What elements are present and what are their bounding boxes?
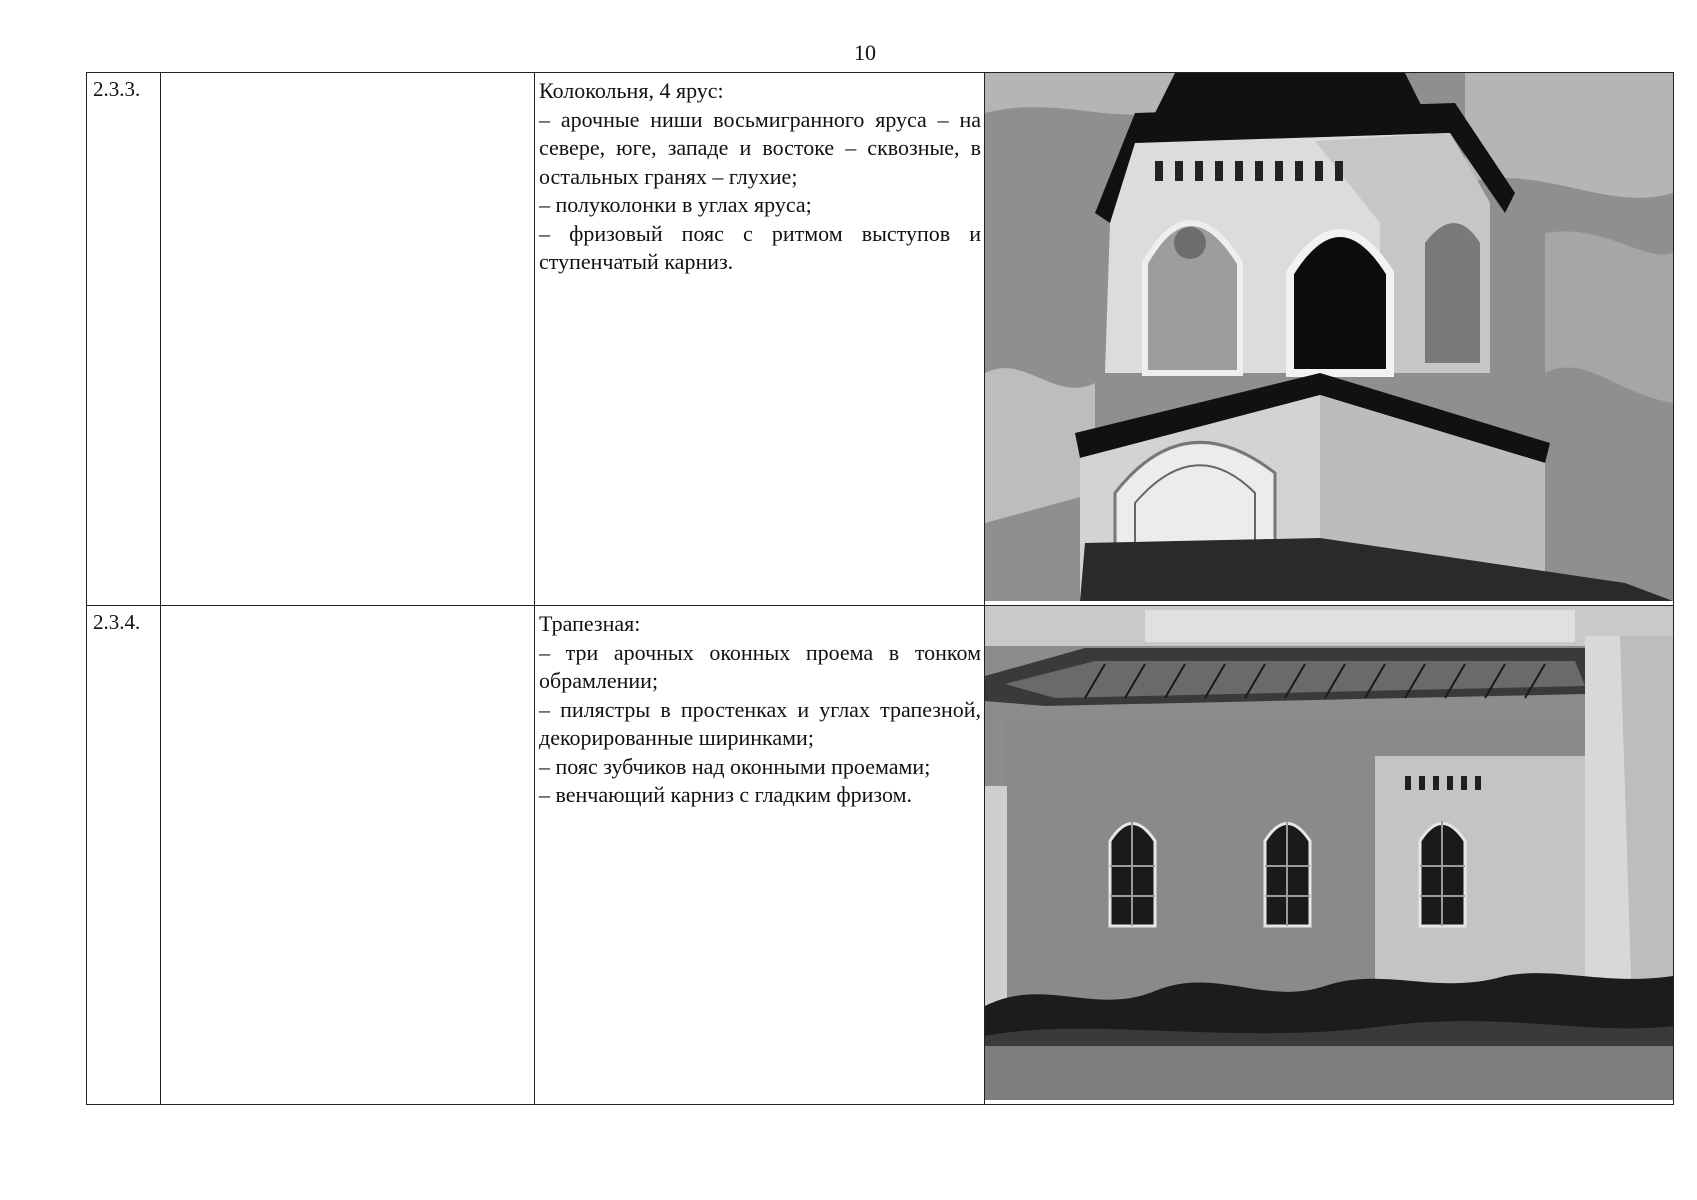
empty-cell <box>161 73 535 606</box>
description-cell <box>535 606 985 1105</box>
description-title: Трапезная: <box>539 611 641 636</box>
description-item: – три арочных оконных проема в тонком обрамлении; <box>539 639 981 693</box>
refectory-photo <box>985 606 1673 1100</box>
heritage-elements-table <box>86 72 1674 1105</box>
description-cell <box>535 73 985 606</box>
photo-cell <box>985 73 1674 606</box>
description-item: – венчающий карниз с гладким фризом. <box>539 782 912 807</box>
photo-cell <box>985 606 1674 1105</box>
item-number: 2.3.4. <box>87 606 161 1105</box>
description-item: – пояс зубчиков над оконными проемами; <box>539 753 931 779</box>
bell-tower-photo <box>985 73 1673 601</box>
page-number: 10 <box>854 40 876 65</box>
empty-cell <box>161 606 535 1105</box>
description-title: Колокольня, 4 ярус: <box>539 78 724 103</box>
item-number: 2.3.3. <box>87 73 161 606</box>
description-item: – полуколонки в углах яруса; <box>539 192 812 217</box>
description-item: – пилястры в простенках и углах трапезной, декорированные ширинками; <box>539 696 981 750</box>
table-row <box>87 73 1674 606</box>
table-row <box>87 606 1674 1105</box>
description-item: – арочные ниши восьмигранного яруса – на севере, юге, западе и востоке – сквозные, в остальных гранях – глухие; <box>539 106 981 189</box>
description-item: – фризовый пояс с ритмом выступов и ступенчатый карниз. <box>539 220 981 274</box>
